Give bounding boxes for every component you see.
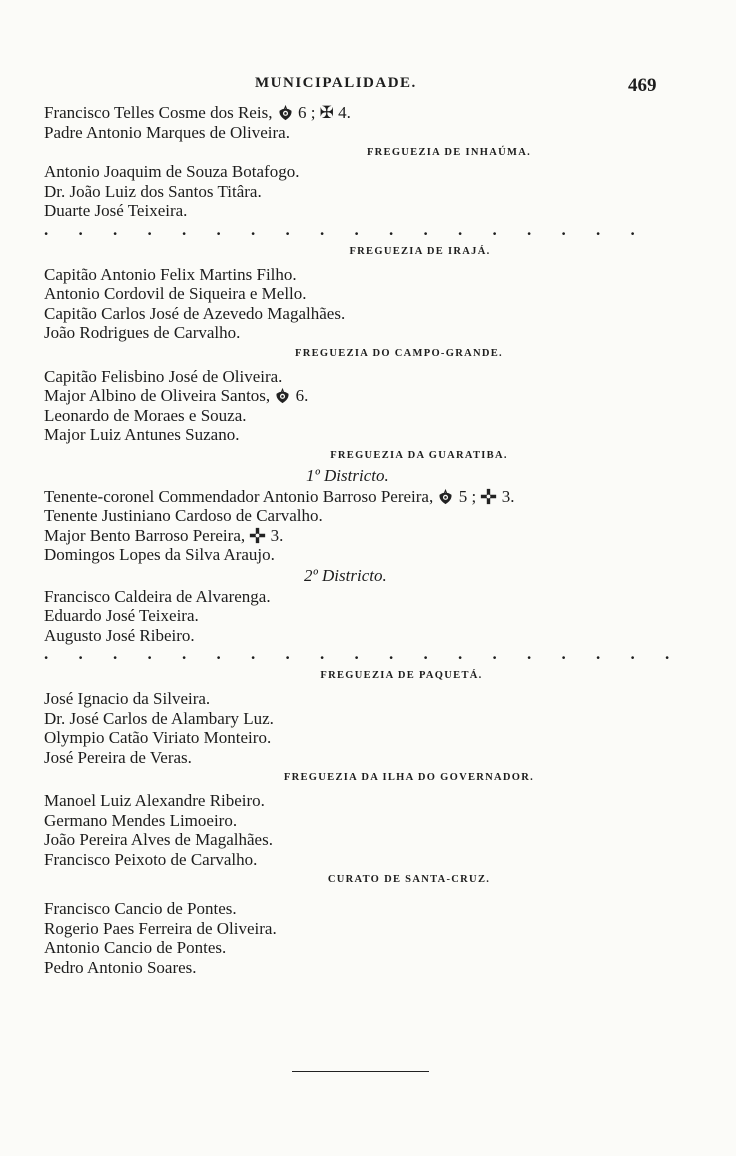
name-line: José Ignacio da Silveira. [44,689,211,708]
document-body [44,103,684,977]
rose-order-icon [274,387,291,404]
name-line: Domingos Lopes da Silva Araujo. [44,545,275,564]
name-line: João Rodrigues de Carvalho. [44,323,241,342]
name-line: José Pereira de Veras. [44,747,192,767]
page-header [0,75,736,101]
name-line: Germano Mendes Limoeiro. [44,810,238,830]
cross-order-icon [249,527,266,544]
name-line: Olympio Catão Viriato Monteiro. [44,728,272,747]
section-heading-campo-grande: FREGUEZIA DO CAMPO-GRANDE. [295,347,503,359]
name-line: Antonio Cordovil de Siqueira e Mello. [44,284,307,303]
name-line: Pedro Antonio Soares. [44,957,197,977]
name-line: Augusto José Ribeiro. [44,625,195,645]
name-line: Major Luiz Antunes Suzano. [44,425,240,444]
name-line: Eduardo José Teixeira. [44,606,199,625]
running-title: MUNICIPALIDADE. [255,75,417,91]
name-line: Major Albino de Oliveira Santos, 6. [44,386,309,405]
name-line: Capitão Felisbino José de Oliveira. [44,366,283,386]
district-heading-1: 1º Districto. [306,465,389,485]
name-line: Tenente Justiniano Cardoso de Carvalho. [44,506,323,525]
name-line: Padre Antonio Marques de Oliveira. [44,122,290,142]
name-line: Dr. José Carlos de Alambary Luz. [44,708,274,728]
district-heading-2: 2º Districto. [304,565,387,585]
name-line: Francisco Caldeira de Alvarenga. [44,586,271,606]
section-heading-ilha-do-governador: FREGUEZIA DA ILHA DO GOVERNADOR. [283,772,535,783]
name-line: Francisco Cancio de Pontes. [44,899,237,918]
name-line: Antonio Joaquim de Souza Botafogo. [44,162,300,181]
section-heading-guaratiba: FREGUEZIA DA GUARATIBA. [330,449,508,461]
ellipsis-dots: . . . . . . . . . . . . . . . . . . [44,219,648,239]
ellipsis-dots: . . . . . . . . . . . . . . . . . . . [44,644,683,663]
page-number: 469 [628,75,657,96]
name-line: Francisco Telles Cosme dos Reis, 6 ; ✠ 4. [44,103,351,122]
name-line: Capitão Carlos José de Azevedo Magalhães. [44,303,346,323]
closing-rule [292,1071,429,1072]
name-line: Francisco Peixoto de Carvalho. [44,849,258,869]
name-line: Capitão Antonio Felix Martins Filho. [44,264,297,284]
name-line: Manoel Luiz Alexandre Ribeiro. [44,791,265,810]
name-line: Antonio Cancio de Pontes. [44,938,227,957]
name-line: João Pereira Alves de Magalhães. [44,830,273,849]
cross-order-icon [480,488,497,505]
rose-order-icon [277,104,294,121]
rose-order-icon [437,488,454,505]
section-heading-santa-cruz: CURATO DE SANTA-CRUZ. [327,874,491,885]
section-heading-iraja: FREGUEZIA DE IRAJÁ. [349,245,491,257]
name-line: Duarte José Teixeira. [44,201,188,220]
name-line: Major Bento Barroso Pereira, 3. [44,525,284,545]
name-line: Dr. João Luiz dos Santos Titâra. [44,181,262,201]
name-line: Rogerio Paes Ferreira de Oliveira. [44,918,277,938]
name-line: Leonardo de Moraes e Souza. [44,405,247,425]
section-heading-paqueta: FREGUEZIA DE PAQUETÁ. [320,670,483,681]
section-heading-inhauma: FREGUEZIA DE INHAÚMA. [366,147,532,158]
name-line: Tenente-coronel Commendador Antonio Barroso Pereira, 5 ; 3. [44,486,515,506]
